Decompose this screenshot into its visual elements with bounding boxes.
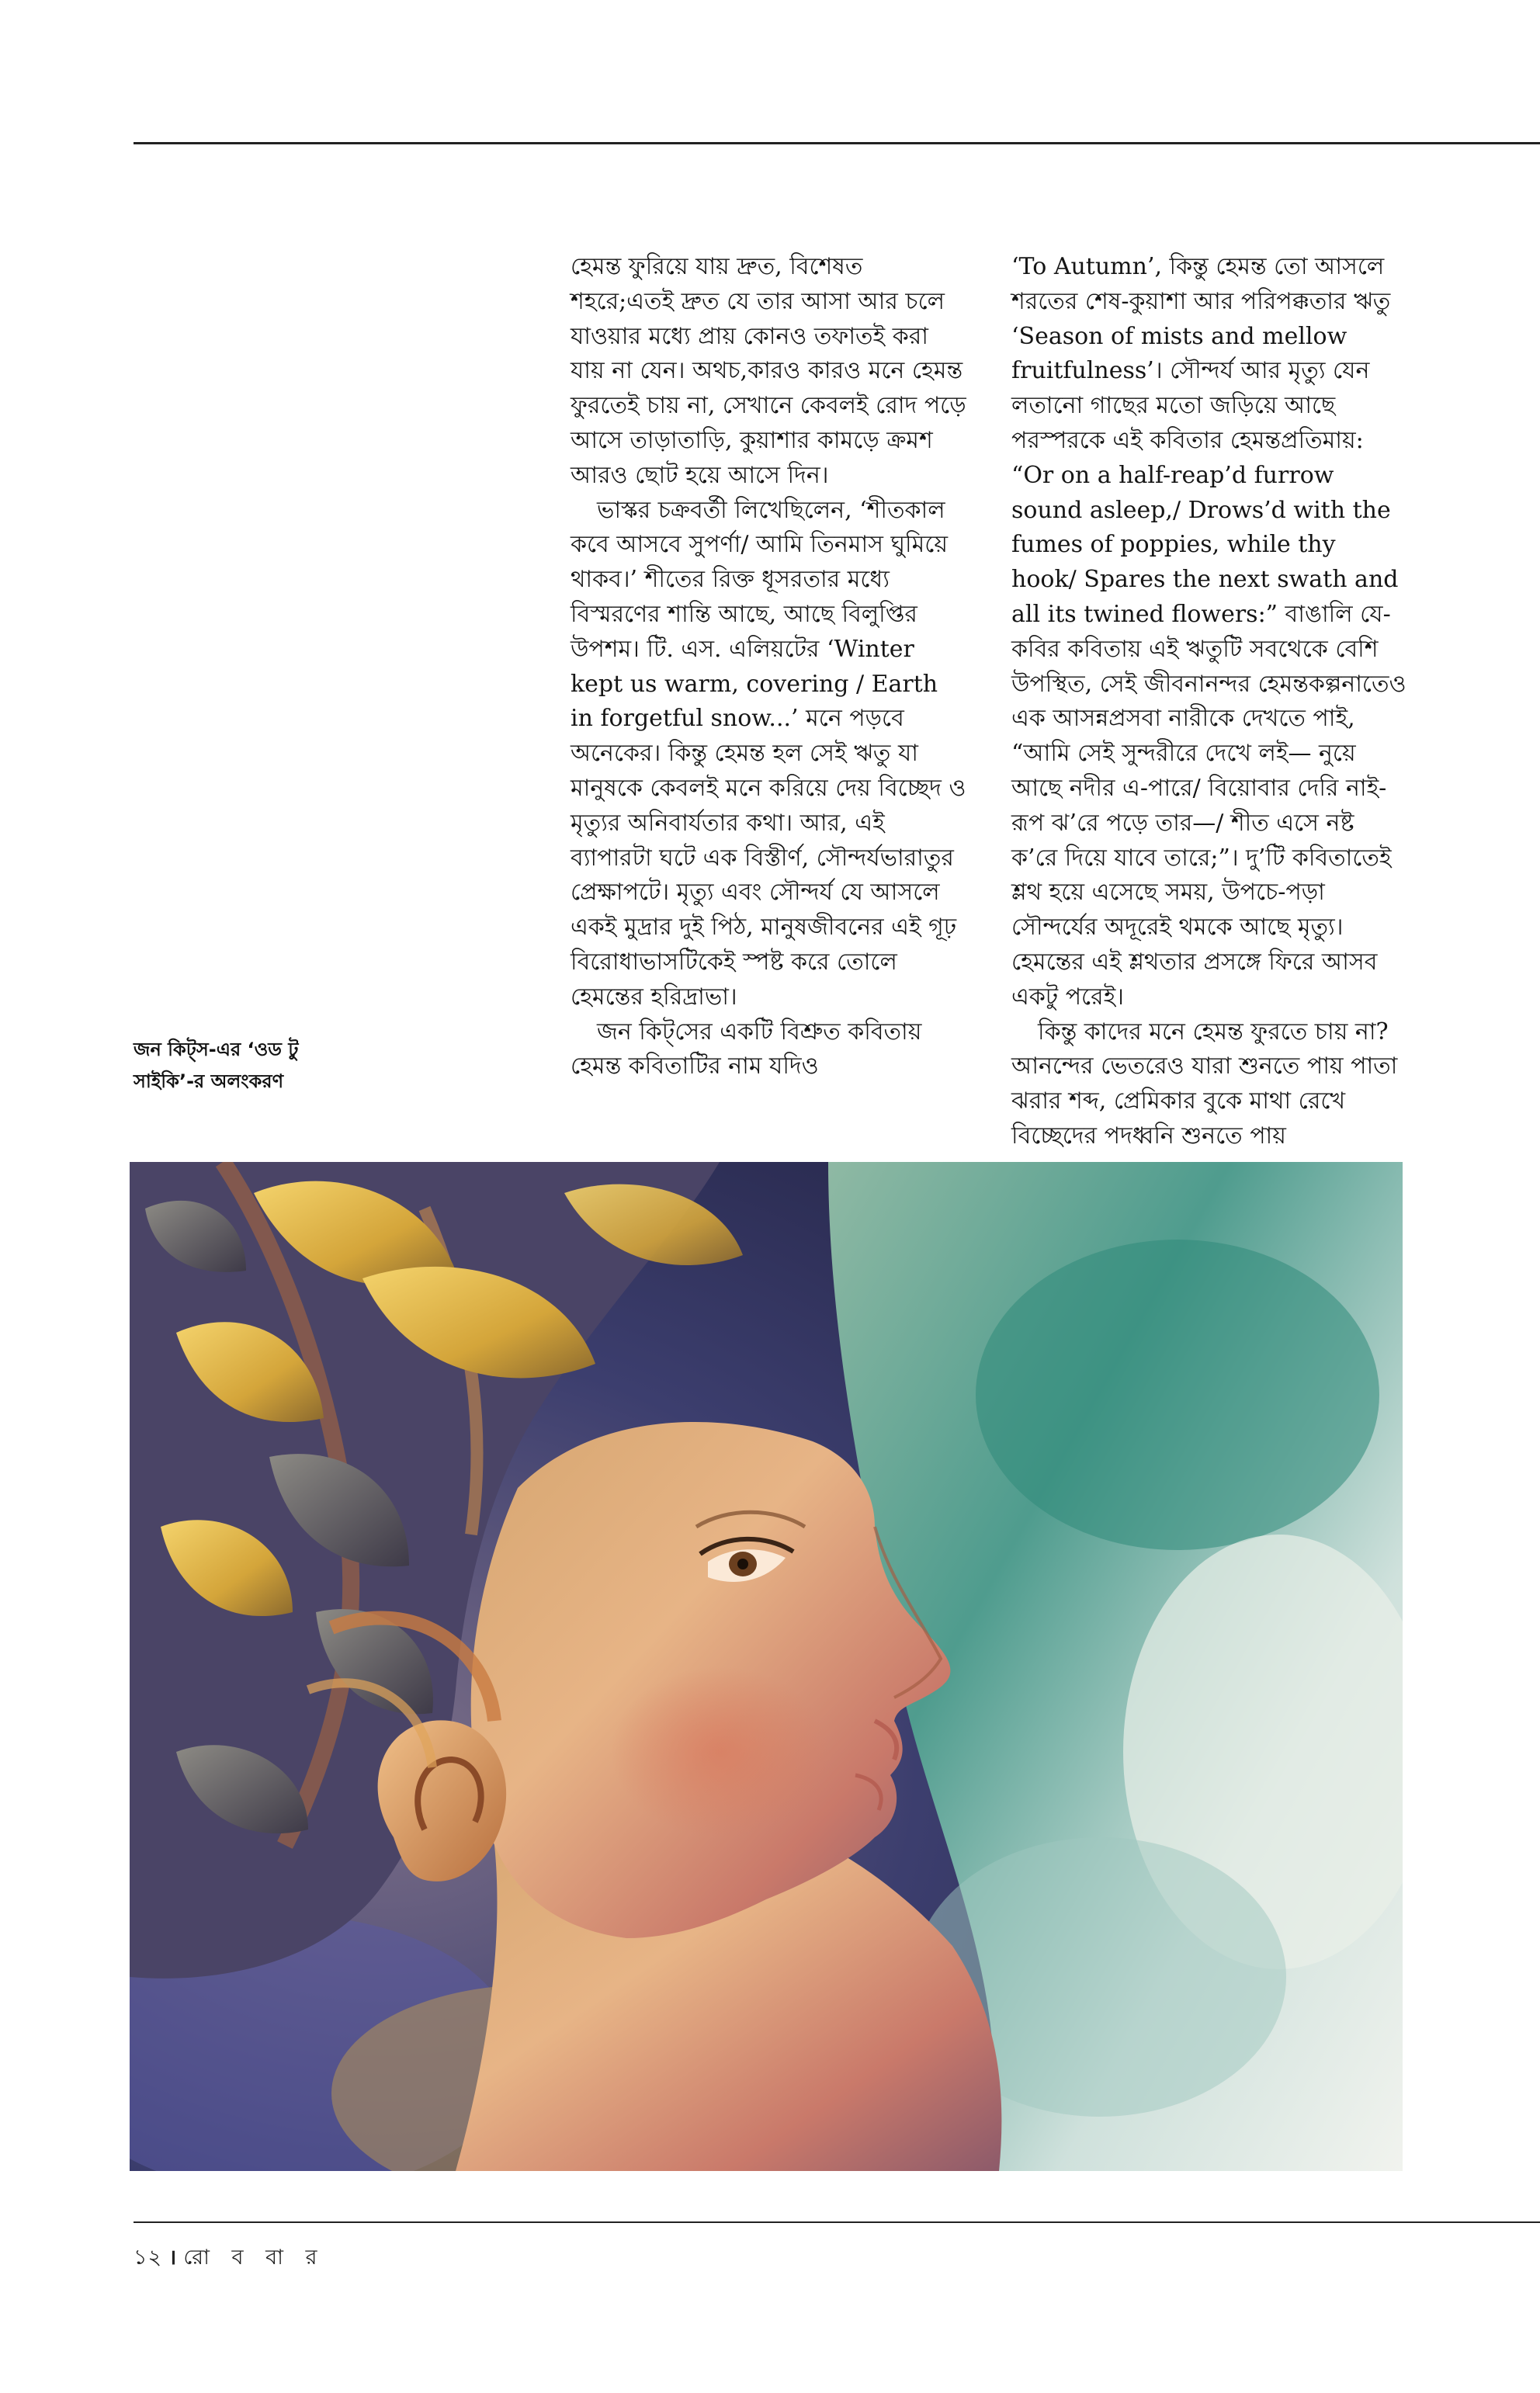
paragraph: ‘To Autumn’, কিন্তু হেমন্ত তো আসলে শরতের শেষ-কুয়াশা আর পরিপক্কতার ঋতু ‘Season of mists and mellow fruitfulness’। সৌন্দর্য আর মৃত্যু যেন লতানো গাছের মতো জড়িয়ে আছে পরস্পরকে এই কবিতার হেমন্তপ্রতিমায়: “Or on a half-reap’d furrow sound asleep,/ Drows’d with the fumes of poppies, while thy hook/ Spares the next swath and all its twined flowers:” বাঙালি যে-কবির কবিতায় এই ঋতুটি সবথেকে বেশি উপস্থিত, সেই জীবনানন্দর হেমন্তকল্পনাতেও এক আসন্নপ্রসবা নারীকে দেখতে পাই, “আমি সেই সুন্দরীরে দেখে লই— নুয়ে আছে নদীর এ-পারে/ বিয়োবার দেরি নাই-রূপ ঝ’রে পড়ে তার—/ শীত এসে নষ্ট ক’রে দিয়ে যাবে তারে;”। দু’টি কবিতাতেই শ্লথ হয়ে এসেছে সময়, উপচে-পড়া সৌন্দর্যের অদূরেই থমকে আছে মৃত্যু। হেমন্তের এই শ্লথতার প্রসঙ্গে ফিরে আসব একটু পরেই। [1011, 253, 1406, 1011]
illustration-caption: জন কিট্‌স-এর ‘ওড টু সাইকি’-র অলংকরণ [134, 1039, 299, 1092]
magazine-name: রো ব বা র [183, 2246, 325, 2270]
illustration-ode-to-psyche [130, 1162, 1403, 2171]
page-folio [134, 2242, 324, 2277]
paragraph: হেমন্ত ফুরিয়ে যায় দ্রুত, বিশেষত শহরে;এতই দ্রুত যে তার আসা আর চলে যাওয়ার মধ্যে প্রায় কোনও তফাতই করা যায় না যেন। অথচ,কারও কারও মনে হেমন্ত ফুরতেই চায় না, সেখানে কেবলই রোদ পড়ে আসে তাড়াতাড়ি, কুয়াশার কামড়ে ক্রমশ আরও ছোট হয়ে আসে দিন। [571, 253, 966, 489]
paragraph: ভাস্কর চক্রবর্তী লিখেছিলেন, ‘শীতকাল কবে আসবে সুপর্ণা/ আমি তিনমাস ঘুমিয়ে থাকব।’ শীতের রিক্ত ধূসরতার মধ্যে বিস্মরণের শান্তি আছে, আছে বিলুপ্তির উপশম। টি. এস. এলিয়টের ‘Winter kept us warm, covering / Earth in forgetful snow...’ মনে পড়বে অনেকের। কিন্তু হেমন্ত হল সেই ঋতু যা মানুষকে কেবলই মনে করিয়ে দেয় বিচ্ছেদ ও মৃত্যুর অনিবার্যতার কথা। আর, এই ব্যাপারটা ঘটে এক বিস্তীর্ণ, সৌন্দর্যভারাতুর প্রেক্ষাপটে। মৃত্যু এবং সৌন্দর্য যে আসলে একই মুদ্রার দুই পিঠ, মানুষজীবনের এই গূঢ় বিরোধাভাসটিকেই স্পষ্ট করে তোলে হেমন্তের হরিদ্রাভা। [571, 496, 966, 1011]
paragraph: জন কিট্‌সের একটি বিশ্রুত কবিতায় হেমন্ত কবিতাটির নাম যদিও [571, 1018, 922, 1080]
paragraph: কিন্তু কাদের মনে হেমন্ত ফুরতে চায় না? আনন্দের ভেতরেও যারা শুনতে পায় পাতা ঝরার শব্দ, প্রেমিকার বুকে মাথা রেখে বিচ্ছেদের পদধ্বনি শুনতে পায় [1011, 1018, 1398, 1150]
folio-separator: । [168, 2246, 178, 2270]
article-column-2 [1011, 250, 1407, 1154]
page-number: ১২ [134, 2246, 163, 2270]
top-rule [134, 142, 1540, 144]
bottom-rule [134, 2221, 1540, 2223]
article-column-1 [571, 250, 966, 1084]
